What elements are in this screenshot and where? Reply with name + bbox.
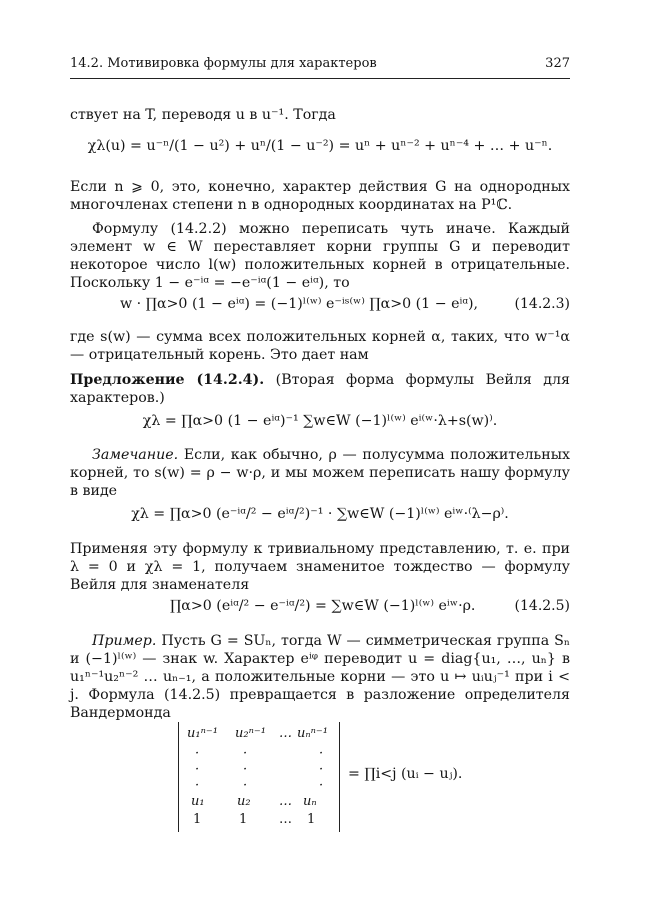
- det-row-2: [179, 746, 339, 762]
- remark-title: Замечание.: [92, 447, 179, 463]
- proposition-text: (Вторая форма формулы Вейля для характеров.): [70, 372, 570, 406]
- remark-text: Если, как обычно, ρ — полусумма положительных корней, то s(w) = ρ − w·ρ, и мы можем переписать нашу формулу в виде: [70, 447, 571, 499]
- paragraph-5: Применяя эту формулу к тривиальному представлению, т. е. при λ = 0 и χλ = 1, получаем знаменитое тождество — формулу Вейля для знаменателя: [70, 541, 570, 593]
- equation-14-2-5: [70, 596, 570, 616]
- det-cell: …: [279, 726, 292, 741]
- det-cell: u₁ⁿ⁻¹: [187, 726, 218, 741]
- proposition: [70, 371, 570, 407]
- det-cell: 1: [307, 812, 316, 827]
- det-cell: 1: [239, 812, 248, 827]
- paragraph-3: Формулу (14.2.2) можно переписать чуть иначе. Каждый элемент w ∈ W переставляет корни группы G и переводит некоторое число l(w) положительных корней в отрицательные. Поскольку 1 − e⁻ⁱᵅ = −e⁻ⁱᵅ(1 − eⁱᵅ), то: [70, 221, 570, 291]
- det-cell: ·: [243, 762, 248, 777]
- equation-14-2-5-body: ∏α>0 (eⁱᵅ/² − e⁻ⁱᵅ/²) = ∑w∈W (−1)ˡ⁽ʷ⁾ eⁱʷ·ρ.: [170, 598, 476, 614]
- det-cell: u₂ⁿ⁻¹: [235, 726, 266, 741]
- det-cell: u₁: [191, 794, 205, 809]
- det-cell: u₂: [237, 794, 251, 809]
- equation-14-2-3-body: w · ∏α>0 (1 − eⁱᵅ) = (−1)ˡ⁽ʷ⁾ e⁻ⁱˢ⁽ʷ⁾ ∏α>0 (1 − eⁱᵅ),: [120, 296, 479, 312]
- det-row-5: [179, 794, 339, 810]
- det-cell: ·: [319, 762, 324, 777]
- proposition-title: Предложение (14.2.4).: [70, 372, 265, 388]
- header-rule: [70, 78, 570, 79]
- section-title: 14.2. Мотивировка формулы для характеров: [70, 56, 377, 71]
- example-text: Пусть G = SUₙ, тогда W — симметрическая группа Sₙ и (−1)ˡ⁽ʷ⁾ — знак w. Характер eⁱᵠ переводит u = diag{u₁, …, uₙ} в u₁ⁿ⁻¹u₂ⁿ⁻² … uₙ₋₁, а положительные корни — это u ↦ uᵢuⱼ⁻¹ при i < j. Формула (14.2.5) превращается в разложение определителя Вандермонда: [70, 633, 570, 721]
- paragraph-1: ствует на T, переводя u в u⁻¹. Тогда: [70, 107, 336, 123]
- equation-14-2-3: [70, 294, 570, 314]
- det-cell: …: [279, 794, 292, 809]
- equation-chi-rho: χλ = ∏α>0 (e⁻ⁱᵅ/² − eⁱᵅ/²)⁻¹ · ∑w∈W (−1)ˡ⁽ʷ⁾ eⁱʷ·⁽λ−ρ⁾.: [131, 506, 509, 522]
- det-cell: uₙⁿ⁻¹: [297, 726, 328, 741]
- det-cell: uₙ: [303, 794, 317, 809]
- det-row-1: [179, 726, 339, 742]
- det-cell: ·: [195, 778, 200, 793]
- det-cell: ·: [195, 762, 200, 777]
- paragraph-2: Если n ⩾ 0, это, конечно, характер действия G на однородных многочленах степени n в однородных координатах на P¹ℂ.: [70, 179, 570, 213]
- det-cell: 1: [193, 812, 202, 827]
- equation-chi-u: χλ(u) = u⁻ⁿ/(1 − u²) + uⁿ/(1 − u⁻²) = uⁿ + uⁿ⁻² + uⁿ⁻⁴ + … + u⁻ⁿ.: [87, 138, 553, 154]
- example: [70, 632, 570, 722]
- det-row-4: [179, 778, 339, 794]
- det-cell: ·: [319, 746, 324, 761]
- det-cell: ·: [195, 746, 200, 761]
- paragraph-4: где s(w) — сумма всех положительных корней α, таких, что w⁻¹α — отрицательный корень. Это дает нам: [70, 329, 570, 363]
- vandermonde-product: = ∏i<j (uᵢ − uⱼ).: [348, 766, 463, 782]
- page-number: 327: [545, 56, 570, 71]
- equation-number-14-2-5: (14.2.5): [514, 598, 570, 614]
- equation-number-14-2-3: (14.2.3): [514, 296, 570, 312]
- det-row-6: [179, 812, 339, 828]
- equation-second-weyl-form: χλ = ∏α>0 (1 − eⁱᵅ)⁻¹ ∑w∈W (−1)ˡ⁽ʷ⁾ eⁱ⁽ʷ·λ+s(w)⁾.: [142, 413, 498, 429]
- remark: [70, 446, 570, 500]
- det-cell: ·: [243, 778, 248, 793]
- det-row-3: [179, 762, 339, 778]
- running-header: [70, 56, 570, 78]
- det-cell: ·: [319, 778, 324, 793]
- vandermonde-determinant: [178, 722, 340, 832]
- det-cell: …: [279, 812, 292, 827]
- example-title: Пример.: [92, 633, 157, 649]
- det-cell: ·: [243, 746, 248, 761]
